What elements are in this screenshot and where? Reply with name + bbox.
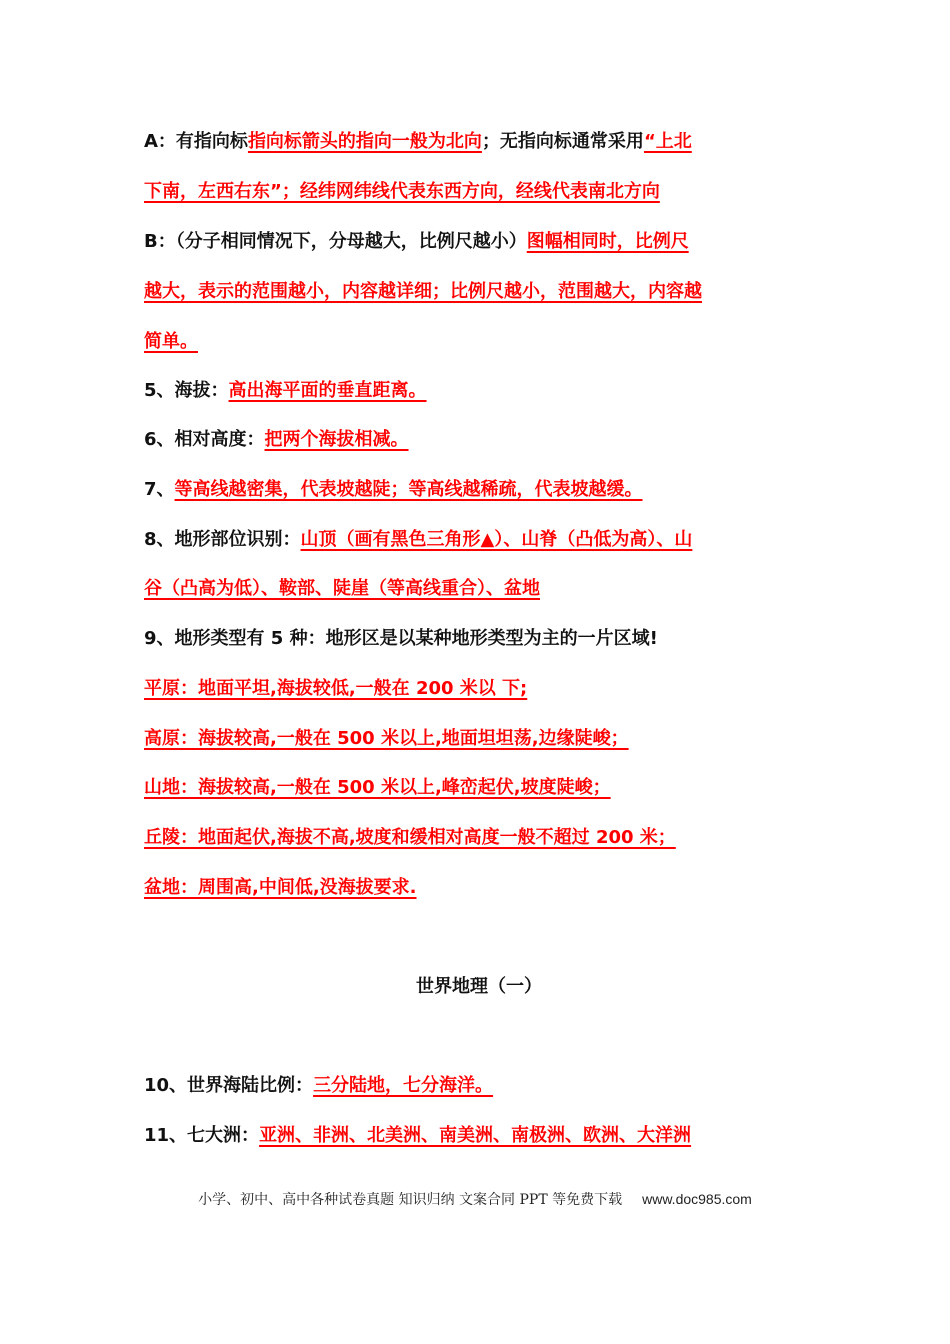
question-text: 11、七大洲： (144, 1125, 260, 1146)
answer-text: 高出海平面的垂直距离。 (228, 380, 427, 401)
text-line (144, 427, 409, 453)
question-text: 9、地形类型有 5 种：地形区是以某种地形类型为主的一片区域! (144, 628, 658, 649)
text-line (144, 329, 198, 355)
text-line (144, 378, 427, 404)
text-line (144, 179, 660, 205)
answer-text: 等高线越密集，代表坡越陡；等高线越稀疏，代表坡越缓。 (174, 479, 643, 500)
text-line (144, 825, 676, 851)
answer-text: 图幅相同时，比例尺 (526, 231, 689, 252)
text-line (144, 626, 658, 652)
answer-text: 三分陆地，七分海洋。 (313, 1075, 494, 1096)
answer-text: 亚洲、非洲、北美洲、南美洲、南极洲、欧洲、大洋洲 (259, 1125, 692, 1146)
text-line (144, 875, 417, 901)
text-line (144, 576, 540, 602)
question-text: 10、世界海陆比例： (144, 1075, 314, 1096)
text-line (144, 676, 527, 702)
answer-text: 丘陵：地面起伏,海拔不高,坡度和缓相对高度一般不超过 200 米； (144, 827, 676, 848)
question-text: ；无指向标通常采用 (481, 131, 644, 152)
answer-text: 平原：地面平坦,海拔较低,一般在 200 米以 下; (144, 678, 528, 699)
answer-text: 简单。 (144, 331, 198, 352)
text-line (144, 279, 702, 305)
answer-text: 越大，表示的范围越小，内容越详细；比例尺越小，范围越大，内容越 (144, 281, 702, 302)
text-line (144, 229, 689, 255)
question-text: 7、 (144, 479, 175, 500)
text-line (144, 1073, 493, 1099)
answer-text: 山地：海拔较高,一般在 500 米以上,峰峦起伏,坡度陡峻； (144, 777, 611, 798)
text-line (144, 527, 692, 553)
question-text: 5、海拔： (144, 380, 229, 401)
answer-text: 指向标箭头的指向一般为北向 (247, 131, 482, 152)
answer-text: 山顶（画有黑色三角形▲）、山脊（凸低为高）、山 (300, 529, 693, 550)
question-text: 8、地形部位识别： (144, 529, 301, 550)
text-line (144, 775, 611, 801)
question-text: B：（分子相同情况下，分母越大，比例尺越小） (144, 231, 527, 252)
text-line (144, 726, 629, 752)
page-footer (0, 1189, 950, 1209)
answer-text: “上北 (643, 131, 692, 152)
text-line (144, 477, 643, 503)
text-line (144, 129, 692, 155)
answer-text: 高原：海拔较高,一般在 500 米以上,地面坦坦荡,边缘陡峻； (144, 728, 629, 749)
question-text: 6、相对高度： (144, 429, 265, 450)
question-text: A：有指向标 (144, 131, 248, 152)
answer-text: 把两个海拔相减。 (264, 429, 409, 450)
text-line (144, 1123, 691, 1149)
footer-text: 小学、初中、高中各种试卷真题 知识归纳 文案合同 PPT 等免费下载 (198, 1192, 623, 1208)
footer-site: www.doc985.com (642, 1191, 752, 1207)
answer-text: 盆地：周围高,中间低,没海拔要求. (144, 877, 417, 898)
section-title: 世界地理（一） (416, 976, 542, 997)
answer-text: 谷（凸高为低）、鞍部、陡崖（等高线重合）、盆地 (144, 578, 540, 599)
answer-text: 下南，左西右东”；经纬网纬线代表东西方向，经线代表南北方向 (144, 181, 660, 202)
